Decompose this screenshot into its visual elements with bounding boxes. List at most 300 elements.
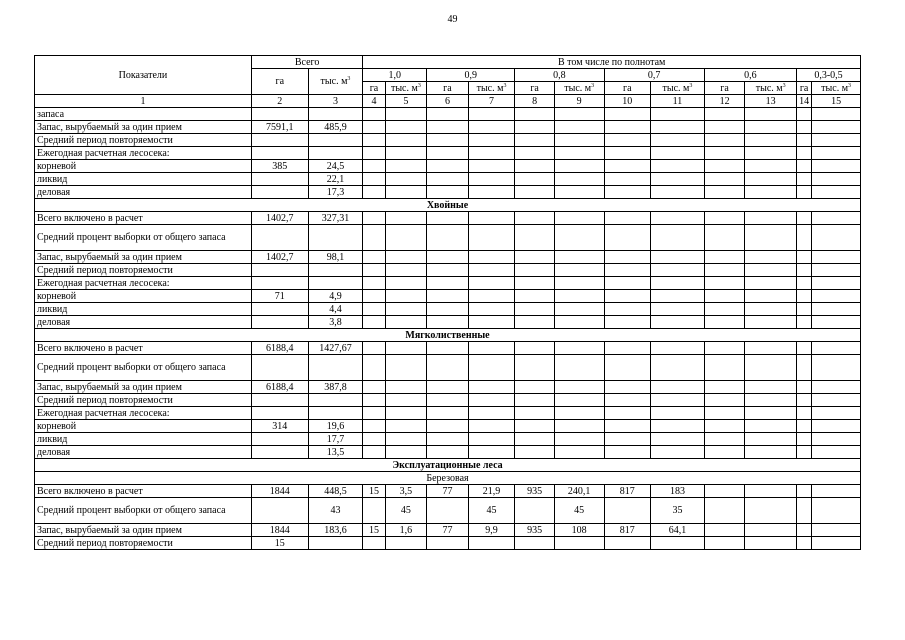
table-cell bbox=[515, 446, 555, 459]
table-cell bbox=[604, 147, 651, 160]
table-cell bbox=[745, 433, 797, 446]
table-cell bbox=[385, 108, 427, 121]
page-number: 49 bbox=[447, 14, 458, 25]
unit-volume: тыс. $м^3$ bbox=[385, 82, 427, 95]
table-row bbox=[35, 186, 861, 199]
table-cell bbox=[468, 134, 515, 147]
table-row bbox=[35, 173, 861, 186]
table-cell bbox=[812, 485, 861, 498]
table-cell: 98,1 bbox=[308, 251, 363, 264]
table-cell bbox=[308, 134, 363, 147]
table-cell bbox=[385, 420, 427, 433]
table-cell bbox=[812, 355, 861, 381]
table-cell bbox=[812, 160, 861, 173]
row-label: Средний процент выборки от общего запаса bbox=[35, 355, 252, 381]
table-cell: 1402,7 bbox=[251, 251, 308, 264]
column-number: 10 bbox=[604, 95, 651, 108]
table-cell bbox=[363, 303, 385, 316]
table-cell bbox=[515, 355, 555, 381]
row-label: Средний процент выборки от общего запаса bbox=[35, 498, 252, 524]
table-row bbox=[35, 355, 861, 381]
table-cell bbox=[812, 212, 861, 225]
row-label: Запас, вырубаемый за один прием bbox=[35, 524, 252, 537]
table-cell bbox=[385, 186, 427, 199]
table-cell bbox=[385, 121, 427, 134]
table-cell bbox=[797, 290, 812, 303]
table-cell bbox=[385, 407, 427, 420]
table-cell bbox=[797, 485, 812, 498]
table-cell bbox=[308, 537, 363, 550]
row-label: Средний период повторяемости bbox=[35, 537, 252, 550]
table-cell bbox=[704, 316, 745, 329]
table-cell bbox=[554, 381, 604, 394]
table-cell bbox=[385, 147, 427, 160]
row-label: Средний период повторяемости bbox=[35, 394, 252, 407]
table-cell bbox=[797, 342, 812, 355]
row-label: Всего включено в расчет bbox=[35, 342, 252, 355]
table-cell: 485,9 bbox=[308, 121, 363, 134]
table-cell bbox=[651, 420, 705, 433]
table-cell bbox=[468, 537, 515, 550]
table-cell bbox=[797, 277, 812, 290]
table-cell bbox=[468, 264, 515, 277]
table-cell bbox=[515, 537, 555, 550]
table-cell bbox=[812, 290, 861, 303]
table-cell bbox=[468, 277, 515, 290]
table-row bbox=[35, 264, 861, 277]
table-cell bbox=[363, 147, 385, 160]
table-cell bbox=[812, 121, 861, 134]
table-cell: 817 bbox=[604, 485, 651, 498]
header-row-1 bbox=[35, 56, 861, 69]
table-cell bbox=[515, 264, 555, 277]
table-cell: 7591,1 bbox=[251, 121, 308, 134]
table-cell bbox=[427, 394, 469, 407]
table-cell bbox=[308, 277, 363, 290]
table-cell bbox=[812, 498, 861, 524]
table-cell bbox=[427, 537, 469, 550]
header-density-1-0: 1,0 bbox=[363, 69, 427, 82]
section-title: Хвойные bbox=[35, 199, 861, 212]
table-cell bbox=[604, 446, 651, 459]
table-cell bbox=[797, 498, 812, 524]
table-cell: 45 bbox=[554, 498, 604, 524]
table-cell bbox=[363, 446, 385, 459]
table-cell bbox=[468, 316, 515, 329]
table-cell bbox=[554, 108, 604, 121]
table-cell bbox=[704, 524, 745, 537]
table-cell bbox=[554, 121, 604, 134]
table-cell bbox=[745, 394, 797, 407]
table-cell bbox=[251, 407, 308, 420]
table-cell bbox=[468, 212, 515, 225]
table-row bbox=[35, 485, 861, 498]
table-cell bbox=[745, 316, 797, 329]
header-total-volume: тыс. $м^3$ bbox=[308, 69, 363, 95]
table-cell: 77 bbox=[427, 524, 469, 537]
row-label: Всего включено в расчет bbox=[35, 485, 252, 498]
table-cell bbox=[704, 225, 745, 251]
table-cell bbox=[468, 108, 515, 121]
table-cell bbox=[251, 225, 308, 251]
table-cell bbox=[427, 121, 469, 134]
table-cell bbox=[385, 433, 427, 446]
table-cell bbox=[797, 173, 812, 186]
table-cell bbox=[515, 290, 555, 303]
table-cell bbox=[427, 108, 469, 121]
unit-ha: га bbox=[604, 82, 651, 95]
table-cell: 1427,67 bbox=[308, 342, 363, 355]
table-cell bbox=[385, 173, 427, 186]
table-cell bbox=[554, 186, 604, 199]
table-cell bbox=[704, 537, 745, 550]
table-cell bbox=[604, 277, 651, 290]
table-cell bbox=[604, 394, 651, 407]
table-cell bbox=[651, 121, 705, 134]
table-cell bbox=[468, 394, 515, 407]
table-cell: 183,6 bbox=[308, 524, 363, 537]
table-cell bbox=[604, 537, 651, 550]
table-cell bbox=[745, 446, 797, 459]
table-cell bbox=[427, 316, 469, 329]
table-cell bbox=[745, 381, 797, 394]
table-cell bbox=[704, 342, 745, 355]
table-cell bbox=[427, 147, 469, 160]
table-cell bbox=[363, 264, 385, 277]
table-row bbox=[35, 524, 861, 537]
table-cell: 314 bbox=[251, 420, 308, 433]
table-cell bbox=[427, 433, 469, 446]
table-cell bbox=[515, 342, 555, 355]
column-number: 8 bbox=[515, 95, 555, 108]
table-cell bbox=[745, 485, 797, 498]
table-cell: 19,6 bbox=[308, 420, 363, 433]
table-cell bbox=[797, 186, 812, 199]
table-cell bbox=[427, 134, 469, 147]
table-cell: 183 bbox=[651, 485, 705, 498]
table-cell bbox=[812, 342, 861, 355]
table-cell bbox=[251, 316, 308, 329]
table-cell bbox=[604, 121, 651, 134]
table-cell bbox=[651, 186, 705, 199]
table-cell bbox=[468, 355, 515, 381]
table-cell bbox=[308, 407, 363, 420]
table-cell bbox=[651, 407, 705, 420]
table-cell: 45 bbox=[385, 498, 427, 524]
table-cell bbox=[554, 251, 604, 264]
table-cell bbox=[251, 147, 308, 160]
table-cell: 935 bbox=[515, 485, 555, 498]
table-cell: 1,6 bbox=[385, 524, 427, 537]
table-cell bbox=[468, 121, 515, 134]
table-row bbox=[35, 498, 861, 524]
table-cell bbox=[554, 537, 604, 550]
table-cell bbox=[515, 303, 555, 316]
table-row bbox=[35, 121, 861, 134]
table-cell: 387,8 bbox=[308, 381, 363, 394]
row-label: Запас, вырубаемый за один прием bbox=[35, 121, 252, 134]
table-cell bbox=[745, 108, 797, 121]
header-indicators: Показатели bbox=[35, 56, 252, 95]
section-header-row bbox=[35, 199, 861, 212]
table-cell bbox=[812, 394, 861, 407]
table-cell bbox=[604, 316, 651, 329]
table-cell bbox=[251, 186, 308, 199]
table-cell bbox=[468, 290, 515, 303]
table-cell bbox=[363, 277, 385, 290]
table-row bbox=[35, 381, 861, 394]
table-cell bbox=[812, 264, 861, 277]
table-cell bbox=[651, 251, 705, 264]
table-cell bbox=[385, 277, 427, 290]
table-cell: 21,9 bbox=[468, 485, 515, 498]
table-cell bbox=[363, 537, 385, 550]
table-cell bbox=[704, 160, 745, 173]
table-cell bbox=[468, 160, 515, 173]
table-cell: 71 bbox=[251, 290, 308, 303]
table-cell bbox=[363, 134, 385, 147]
table-cell bbox=[704, 186, 745, 199]
table-cell: 64,1 bbox=[651, 524, 705, 537]
table-cell bbox=[515, 277, 555, 290]
table-row bbox=[35, 394, 861, 407]
table-row bbox=[35, 147, 861, 160]
table-cell: 17,7 bbox=[308, 433, 363, 446]
table-cell bbox=[812, 134, 861, 147]
table-cell bbox=[745, 498, 797, 524]
table-cell bbox=[385, 446, 427, 459]
row-label: Запас, вырубаемый за один прием bbox=[35, 251, 252, 264]
table-cell bbox=[385, 290, 427, 303]
table-cell bbox=[604, 264, 651, 277]
table-cell bbox=[251, 355, 308, 381]
table-cell: 448,5 bbox=[308, 485, 363, 498]
table-row bbox=[35, 212, 861, 225]
table-cell bbox=[812, 407, 861, 420]
table-cell bbox=[604, 160, 651, 173]
table-cell bbox=[797, 264, 812, 277]
column-number: 11 bbox=[651, 95, 705, 108]
table-cell bbox=[704, 264, 745, 277]
table-cell bbox=[797, 121, 812, 134]
table-cell bbox=[515, 212, 555, 225]
unit-ha: га bbox=[363, 82, 385, 95]
table-cell bbox=[812, 186, 861, 199]
table-cell bbox=[604, 342, 651, 355]
table-cell bbox=[745, 342, 797, 355]
table-cell bbox=[554, 173, 604, 186]
row-label: Средний период повторяемости bbox=[35, 264, 252, 277]
table-cell bbox=[745, 290, 797, 303]
column-number: 2 bbox=[251, 95, 308, 108]
table-cell bbox=[797, 420, 812, 433]
table-cell bbox=[604, 212, 651, 225]
table-cell: 108 bbox=[554, 524, 604, 537]
table-cell bbox=[554, 212, 604, 225]
table-cell bbox=[308, 355, 363, 381]
table-cell: 43 bbox=[308, 498, 363, 524]
table-cell: 817 bbox=[604, 524, 651, 537]
table-cell: 1844 bbox=[251, 485, 308, 498]
column-number: 3 bbox=[308, 95, 363, 108]
table-row bbox=[35, 134, 861, 147]
table-cell bbox=[427, 498, 469, 524]
table-cell bbox=[554, 277, 604, 290]
table-cell bbox=[604, 355, 651, 381]
table-cell bbox=[604, 290, 651, 303]
unit-volume: тыс. $м^3$ bbox=[745, 82, 797, 95]
table-cell bbox=[745, 160, 797, 173]
table-cell bbox=[651, 433, 705, 446]
table-cell bbox=[604, 225, 651, 251]
subsection-title: Березовая bbox=[35, 472, 861, 485]
table-cell bbox=[651, 381, 705, 394]
table-cell: 15 bbox=[363, 485, 385, 498]
unit-ha: га bbox=[427, 82, 469, 95]
table-cell bbox=[427, 251, 469, 264]
table-cell bbox=[651, 316, 705, 329]
table-cell: 15 bbox=[251, 537, 308, 550]
table-cell bbox=[251, 394, 308, 407]
table-cell bbox=[427, 264, 469, 277]
table-cell bbox=[797, 251, 812, 264]
table-cell bbox=[745, 407, 797, 420]
table-cell bbox=[251, 108, 308, 121]
table-cell bbox=[468, 251, 515, 264]
table-cell bbox=[704, 173, 745, 186]
table-cell bbox=[812, 225, 861, 251]
table-cell bbox=[363, 342, 385, 355]
table-cell bbox=[308, 147, 363, 160]
table-cell: 24,5 bbox=[308, 160, 363, 173]
table-cell bbox=[385, 212, 427, 225]
table-cell bbox=[554, 147, 604, 160]
header-density-0-8: 0,8 bbox=[515, 69, 604, 82]
table-cell bbox=[604, 186, 651, 199]
table-cell bbox=[554, 264, 604, 277]
table-cell bbox=[651, 355, 705, 381]
table-cell: 3,5 bbox=[385, 485, 427, 498]
table-cell bbox=[385, 251, 427, 264]
table-cell bbox=[251, 277, 308, 290]
table-cell bbox=[745, 251, 797, 264]
table-cell bbox=[363, 394, 385, 407]
table-cell bbox=[363, 121, 385, 134]
header-total-ha: га bbox=[251, 69, 308, 95]
table-cell: 327,31 bbox=[308, 212, 363, 225]
table-cell bbox=[385, 316, 427, 329]
table-cell bbox=[515, 381, 555, 394]
table-cell bbox=[385, 134, 427, 147]
row-label: Средний процент выборки от общего запаса bbox=[35, 225, 252, 251]
table-cell bbox=[604, 407, 651, 420]
row-label: Ежегодная расчетная лесосека: bbox=[35, 277, 252, 290]
table-cell bbox=[704, 134, 745, 147]
table-cell bbox=[797, 160, 812, 173]
column-number: 14 bbox=[797, 95, 812, 108]
table-cell bbox=[251, 173, 308, 186]
table-cell bbox=[427, 160, 469, 173]
table-cell bbox=[704, 303, 745, 316]
table-cell bbox=[554, 446, 604, 459]
table-cell bbox=[797, 446, 812, 459]
table-cell bbox=[812, 251, 861, 264]
table-cell bbox=[427, 212, 469, 225]
column-number: 5 bbox=[385, 95, 427, 108]
table-cell bbox=[363, 108, 385, 121]
table-cell bbox=[797, 108, 812, 121]
table-cell bbox=[651, 303, 705, 316]
subsection-header-row bbox=[35, 472, 861, 485]
table-cell bbox=[812, 316, 861, 329]
table-cell bbox=[468, 407, 515, 420]
table-cell bbox=[651, 394, 705, 407]
table-cell bbox=[651, 290, 705, 303]
table-cell bbox=[427, 355, 469, 381]
row-label: ликвид bbox=[35, 303, 252, 316]
table-cell: 3,8 bbox=[308, 316, 363, 329]
table-cell bbox=[515, 251, 555, 264]
table-cell bbox=[704, 277, 745, 290]
table-cell bbox=[308, 225, 363, 251]
table-cell bbox=[745, 355, 797, 381]
table-cell bbox=[385, 225, 427, 251]
table-cell bbox=[515, 186, 555, 199]
table-cell bbox=[812, 173, 861, 186]
table-cell bbox=[515, 433, 555, 446]
table-cell bbox=[704, 251, 745, 264]
table-cell bbox=[427, 420, 469, 433]
table-cell bbox=[797, 407, 812, 420]
column-number: 4 bbox=[363, 95, 385, 108]
row-label: деловая bbox=[35, 446, 252, 459]
unit-volume: тыс. $м^3$ bbox=[468, 82, 515, 95]
table-cell bbox=[363, 173, 385, 186]
table-cell bbox=[745, 225, 797, 251]
table-cell: 13,5 bbox=[308, 446, 363, 459]
header-by-density: В том числе по полнотам bbox=[363, 56, 861, 69]
table-cell bbox=[251, 134, 308, 147]
unit-volume: тыс. $м^3$ bbox=[554, 82, 604, 95]
table-cell bbox=[704, 355, 745, 381]
table-cell: 935 bbox=[515, 524, 555, 537]
table-cell bbox=[427, 342, 469, 355]
table-cell bbox=[745, 420, 797, 433]
table-cell bbox=[468, 446, 515, 459]
row-label: ликвид bbox=[35, 433, 252, 446]
table-cell bbox=[704, 381, 745, 394]
table-cell bbox=[308, 394, 363, 407]
table-cell bbox=[468, 225, 515, 251]
row-label: Ежегодная расчетная лесосека: bbox=[35, 147, 252, 160]
table-cell bbox=[515, 225, 555, 251]
header-total: Всего bbox=[251, 56, 362, 69]
table-cell bbox=[704, 290, 745, 303]
header-column-numbers-row bbox=[35, 95, 861, 108]
table-cell bbox=[468, 186, 515, 199]
table-cell bbox=[651, 173, 705, 186]
table-cell bbox=[745, 303, 797, 316]
table-cell bbox=[797, 225, 812, 251]
table-cell bbox=[812, 420, 861, 433]
row-label: запаса bbox=[35, 108, 252, 121]
table-cell bbox=[745, 264, 797, 277]
table-cell: 22,1 bbox=[308, 173, 363, 186]
table-cell bbox=[651, 446, 705, 459]
column-number: 7 bbox=[468, 95, 515, 108]
section-title: Эксплуатационные леса bbox=[35, 459, 861, 472]
row-label: ликвид bbox=[35, 173, 252, 186]
